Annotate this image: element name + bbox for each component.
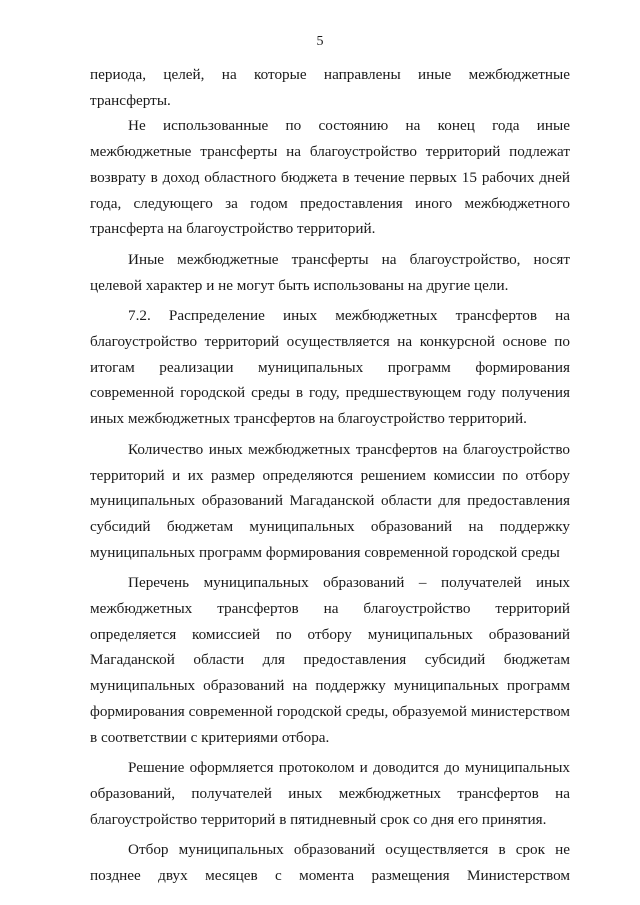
page-number: 5 — [316, 34, 324, 49]
paragraph-continuation: периода, целей, на которые направлены иные межбюджетные трансферты. — [90, 66, 570, 109]
paragraph-recipients-list: Перечень муниципальных образований – получателей иных межбюджетных трансфертов на благоустройство территорий определяется комиссией по отбору муниципальных образований Магаданской области для предоставления субсидий бюджетам муниципальных образований на поддержку муниципальных программ формирования современной городской среды, образуемой министерством в соответствии с критериями отбора. — [90, 574, 570, 746]
paragraph-decision-protocol: Решение оформляется протоколом и доводится до муниципальных образований, получателей иных межбюджетных трансфертов на благоустройство территорий в пятидневный срок со дня его принятия. — [90, 759, 570, 828]
paragraph-targeted-character: Иные межбюджетные трансферты на благоустройство, носят целевой характер и не могут быть использованы на другие цели. — [90, 250, 570, 294]
paragraph-transfer-amount: Количество иных межбюджетных трансфертов на благоустройство территорий и их размер определяются решением комиссии по отбору муниципальных образований Магаданской области для предоставления субсидий бюджетам муниципальных образований на поддержку муниципальных программ формирования современной городской среды — [90, 440, 570, 561]
paragraph-unused-transfers-return: Не использованные по состоянию на конец года иные межбюджетные трансферты на благоустройство территорий подлежат возврату в доход областного бюджета в течение первых 15 рабочих дней года, следующего за годом предоставления иного межбюджетного трансферта на благоустройство территорий. — [90, 117, 570, 238]
paragraph-selection-deadline: Отбор муниципальных образований осуществляется в срок не позднее двух месяцев с момента размещения Министерством — [90, 841, 570, 885]
document-body — [90, 62, 570, 889]
paragraph-7-2-distribution: 7.2. Распределение иных межбюджетных трансфертов на благоустройство территорий осуществляется на конкурсной основе по итогам реализации муниципальных программ формирования современной городской среды в году, предшествующем году получения иных межбюджетных трансфертов на благоустройство территорий. — [90, 307, 570, 428]
